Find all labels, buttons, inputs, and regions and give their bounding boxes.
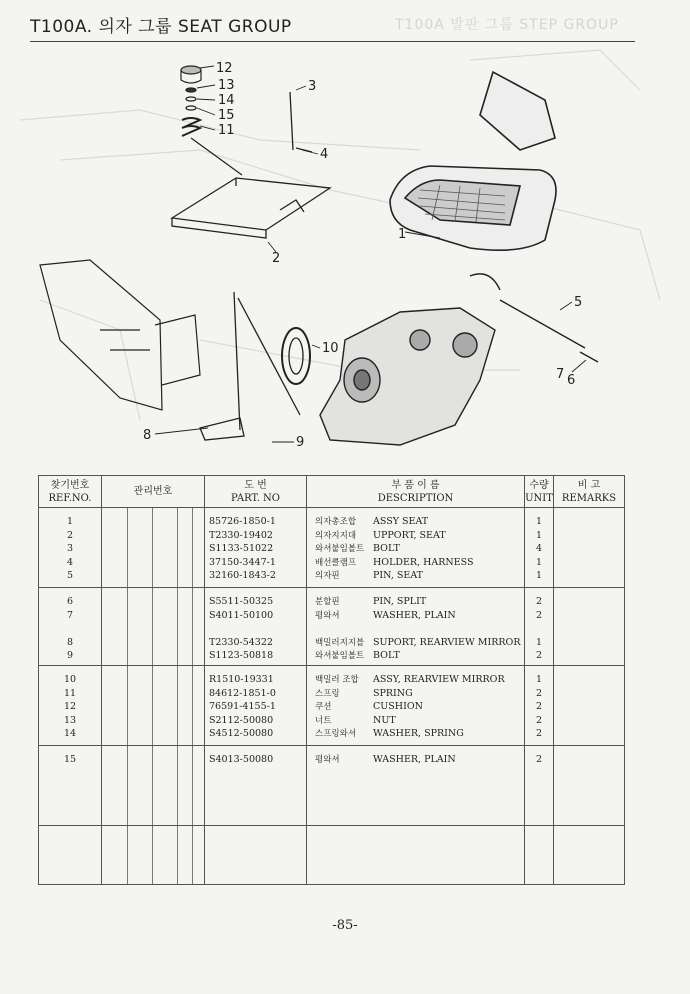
part-number: S1123-50818 (209, 650, 274, 662)
unit-qty: 1 (535, 674, 543, 685)
part-number: S4013-50080 (209, 754, 274, 765)
ref-cell: 3 (66, 543, 74, 555)
table-group-2 (39, 588, 625, 666)
part-number: S2112-50080 (209, 714, 274, 726)
description: CUSHION (373, 701, 423, 713)
description-kr: 너트 (315, 715, 332, 726)
ref-cell (39, 622, 101, 636)
table-group-4 (39, 746, 625, 826)
header-unit: 수량 UNIT (525, 476, 554, 508)
ref-cell: 15 (63, 754, 77, 765)
seat-assembly (390, 72, 556, 250)
ref-cell: 14 (63, 728, 77, 740)
ref-cell: 11 (63, 687, 77, 699)
unit-qty: 2 (535, 687, 543, 699)
bleed-through-lines (20, 50, 660, 420)
page-title: T100A. 의자 그룹 SEAT GROUP (30, 17, 292, 37)
part-number: S4011-50100 (209, 609, 274, 621)
ref-cell: 4 (66, 556, 74, 568)
ref-cell: 6 (66, 596, 74, 607)
description: WASHER, PLAIN (373, 754, 456, 765)
description-kr: 백밀러지지블 (315, 637, 365, 648)
description: ASSY, REARVIEW MIRROR (373, 674, 505, 685)
description: PIN, SPLIT (373, 596, 427, 607)
bleed-through-title: T100A 발판 그룹 STEP GROUP (395, 17, 619, 33)
description-kr: 평와셔 (315, 610, 340, 621)
ref-cell: 13 (63, 714, 77, 726)
callout-5: 5 (574, 295, 583, 310)
part-number: S5511-50325 (209, 596, 274, 607)
part-number: S1133-51022 (209, 543, 274, 555)
ref-cell: 9 (66, 650, 74, 662)
description-kr: 평와셔 (315, 755, 340, 765)
callout-6: 6 (567, 373, 576, 388)
description: HOLDER, HARNESS (373, 556, 474, 568)
callout-8: 8 (143, 428, 152, 443)
callout-9: 9 (296, 435, 305, 450)
title-divider (30, 41, 635, 42)
table-group-3 (39, 666, 625, 746)
part-number: R1510-19331 (209, 674, 274, 685)
remarks-cell (554, 746, 625, 826)
unit-qty: 1 (535, 570, 543, 582)
callout-14: 14 (218, 93, 235, 108)
description: NUT (373, 714, 396, 726)
unit-qty: 2 (535, 609, 543, 621)
unit-qty: 1 (535, 529, 543, 541)
remarks-cell (554, 508, 625, 588)
unit-qty (525, 622, 553, 636)
part-number: T2330-54322 (209, 636, 273, 648)
ref-cell: 12 (63, 701, 77, 713)
description-kr: 와셔붙임볼트 (315, 651, 365, 662)
rearview-mirror (200, 292, 310, 440)
description: BOLT (373, 543, 400, 555)
unit-qty: 2 (535, 650, 543, 662)
transmission-housing (320, 308, 495, 445)
description-kr: 스프링 (315, 688, 340, 699)
description-kr: 의자핀 (315, 571, 340, 582)
fender-bracket (40, 260, 200, 410)
unit-qty: 1 (535, 556, 543, 568)
unit-qty: 2 (535, 714, 543, 726)
header-ref: 찾기번호 REF.NO. (39, 476, 102, 508)
header-desc: 부 품 이 름 DESCRIPTION (307, 476, 525, 508)
callout-4: 4 (320, 147, 329, 162)
ref-cell: 5 (66, 570, 74, 582)
description: UPPORT, SEAT (373, 529, 446, 541)
ref-cell: 8 (66, 636, 74, 648)
ref-cell: 10 (63, 674, 77, 685)
description: WASHER, SPRING (373, 728, 464, 740)
table-empty-row (39, 826, 625, 885)
description: BOLT (373, 650, 400, 662)
callout-3: 3 (308, 79, 317, 94)
table-group-1 (39, 508, 625, 588)
unit-qty: 4 (535, 543, 543, 555)
part-number: T2330-19402 (209, 529, 273, 541)
description: WASHER, PLAIN (373, 609, 456, 621)
unit-qty: 1 (535, 636, 543, 648)
parts-list-table (38, 475, 625, 885)
part-number: 37150-3447-1 (209, 556, 276, 568)
description-kr: 의자지지대 (315, 530, 357, 541)
unit-qty: 2 (535, 596, 543, 607)
description-kr: 배선클램프 (315, 557, 357, 568)
callout-1: 1 (398, 227, 407, 242)
unit-qty: 1 (535, 516, 543, 527)
exploded-diagram (0, 45, 690, 475)
unit-qty: 2 (535, 701, 543, 713)
part-number: 85726-1850-1 (209, 516, 276, 527)
description: SPRING (373, 687, 413, 699)
description-kr: 분할핀 (315, 597, 340, 607)
callout-13: 13 (218, 78, 235, 93)
seat-support-bracket (172, 92, 330, 238)
description-kr: 백밀러 조합 (315, 675, 359, 685)
part-number: 76591-4155-1 (209, 701, 276, 713)
callout-2: 2 (272, 251, 281, 266)
description: SUPORT, REARVIEW MIRROR (373, 636, 521, 648)
ref-cell: 1 (66, 516, 74, 527)
description-kr: 의자총조합 (315, 517, 357, 527)
header-remarks: 비 고 REMARKS (554, 476, 625, 508)
ref-cell: 7 (66, 609, 74, 621)
unit-qty: 2 (535, 754, 543, 765)
description: ASSY SEAT (373, 516, 429, 527)
description-kr: 스프링와셔 (315, 729, 357, 740)
description-kr: 와셔붙임볼트 (315, 544, 365, 555)
remarks-cell (554, 666, 625, 746)
ref-cell: 2 (66, 529, 74, 541)
callout-15: 15 (218, 108, 235, 123)
callout-11: 11 (218, 123, 235, 138)
callout-10: 10 (322, 341, 339, 356)
header-mgmt: 관리번호 (102, 476, 205, 508)
part-number: 32160-1843-2 (209, 570, 276, 582)
callout-12: 12 (216, 61, 233, 76)
part-number: S4512-50080 (209, 728, 274, 740)
page-number: -85- (332, 918, 358, 933)
table-header-row (39, 476, 625, 508)
description: PIN, SEAT (373, 570, 424, 582)
header-part: 도 번 PART. NO (205, 476, 307, 508)
remarks-cell (554, 588, 625, 666)
description-kr: 쿠션 (315, 702, 332, 713)
callout-7: 7 (556, 367, 565, 382)
part-number: 84612-1851-0 (209, 687, 276, 699)
unit-qty: 2 (535, 728, 543, 740)
part-number (209, 622, 306, 636)
